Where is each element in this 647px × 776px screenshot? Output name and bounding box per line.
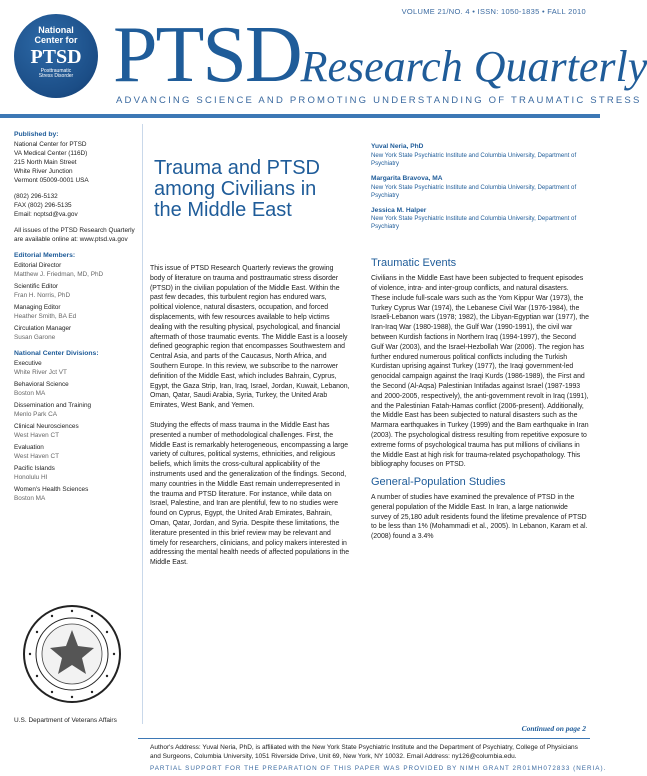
division-location: Menlo Park CA [14,411,57,418]
editorial-role: Scientific Editor [14,283,59,290]
author-affiliation: New York State Psychiatric Institute and Columbia University, Department of Psychiatry [371,183,577,199]
division-name: Clinical Neurosciences [14,423,79,430]
fax: FAX (802) 296-5135 [14,202,72,209]
editorial-role: Circulation Manager [14,325,72,332]
intro-paragraph: This issue of PTSD Research Quarterly reviews the growing body of literature on trauma and posttraumatic stress disorder (PTSD) in the civilian population of the Middle East. Within the past few decades, this turbulent region has endured wars, political violence, natural disasters, occupation, and forced displacements, with few resources available to help victims dealing with the resulting physical, psychological, and financial aftermath of those traumatic events. The Middle East is a loosely defined geographic region that encompasses Southwestern and Central Asia, and parts of the Caucasus, North Africa, and Southern Europe. In this review, we subscribe to the narrower definition of the Middle East, which includes Bahrain, Cyprus, Egypt, the Gaza Strip, Iran, Iraq, Israel, Jordan, Kuwait, Lebanon, Oman, Qatar, Saudi Arabia, Syria, Turkey, the United Arab Emirates, West Bank, and Yemen. [150,265,350,410]
logo-line: Center for [34,35,78,45]
general-population-text: A number of studies have examined the prevalence of PTSD in the general population of the Middle East. In Iran, a large nationwide survey of 25,180 adult residents found the lifetime prevalence of PTSD to be less than 1% (Mohammadi et al., 2005). In Lebanon, Karam et al. (2008) found a 3.4% [371,493,588,541]
sidebar [14,130,144,503]
traumatic-events-heading: Traumatic Events [371,257,457,270]
address-line: Vermont 05009-0001 USA [14,177,89,184]
logo-line: National [38,25,74,35]
division-name: Evaluation [14,444,44,451]
division-location: White River Jct VT [14,369,67,376]
division-name: Executive [14,360,42,367]
division-location: West Haven CT [14,453,59,460]
division-name: Dissemination and Training [14,402,92,409]
author-affiliation: New York State Psychiatric Institute and Columbia University, Department of Psychiatry [371,215,577,231]
editorial-name: Matthew J. Friedman, MD, PhD [14,271,104,278]
article-title: Trauma and PTSD among Civilians in the Middle East [154,157,320,221]
masthead-research-quarterly: Research Quarterly [300,42,647,91]
author-name: Jessica M. Halper [371,206,427,214]
issue-line: VOLUME 21/NO. 4 • ISSN: 1050-1835 • FALL 2010 [401,7,586,16]
phone: (802) 296-5132 [14,193,58,200]
logo-line: Posttraumatic [40,68,72,74]
division-location: Honolulu HI [14,474,48,481]
logo-line: PTSD [30,46,82,68]
division-location: West Haven CT [14,432,59,439]
address-line: National Center for PTSD [14,141,87,148]
author-name: Margarita Bravova, MA [371,174,443,182]
address-line: VA Medical Center (116D) [14,150,88,157]
editorial-role: Managing Editor [14,304,61,311]
division-location: Boston MA [14,390,46,397]
author-affiliation: New York State Psychiatric Institute and Columbia University, Department of Psychiatry [371,151,577,167]
va-seal-icon [22,604,122,704]
continued-link[interactable]: Continued on page 2 [521,724,586,733]
editorial-role: Editorial Director [14,262,62,269]
published-by-heading: Published by: [14,131,59,138]
editorial-heading: Editorial Members: [14,252,76,259]
general-population-heading: General-Population Studies [371,476,506,489]
online-note: All issues of the PTSD Research Quarterly are available online at: www.ptsd.va.gov [14,227,135,243]
author-address-footnote: Author's Address: Yuval Neria, PhD, is affiliated with the New York State Psychiatric Institute and the Department of Psychiatry, College of Physicians and Surgeons, Columbia University, 1051 Riverside Drive, Unit 69, New York, NY 10032. Email Address: ny126@columbia.edu. [150,744,578,760]
grant-support-line: PARTIAL SUPPORT FOR THE PREPARATION OF THIS PAPER WAS PROVIDED BY NIMH GRANT 2R01MH072833 (NERIA). [150,765,607,772]
division-location: Boston MA [14,495,46,502]
divisions-heading: National Center Divisions: [14,350,99,357]
email: Email: ncptsd@va.gov [14,211,78,218]
header-rule [0,114,600,118]
masthead-ptsd: PTSD [113,11,301,99]
footer-rule [138,738,590,739]
traumatic-events-text: Civilians in the Middle East have been subjected to frequent episodes of violence, intra- and inter-group conflicts, and natural disasters. These include full-scale wars such as the Yom Kippur War (1973), the Turkey Cyprus War (1974), the Lebanese Civil War (1976-1984), the Israeli-Lebanon wars (1978; 1982), the Libyan-Egyptian war (1977), the Iran-Iraq War (1980-1988), the Gulf War (1990-1991), the civil war between Kurdish factions in Northern Iraq (1994-1997), the Second Gulf War (2003), and the Israel-Hezbollah War (2006). The region has further endured numerous political conflicts including the Turkish Kurdistan uprising against Turkey (1977), the Iraqi government-led genocidal campaign against the Iraqi Kurds (1986-1989), the First and the Second (Al-Aqsa) Palestinian Intifadas against Israel (1987-1993 and 2000-2005, respectively), the anti-government revolt in Iraq (1991), and the Palestinian Fatah-Hamas conflict (2006-present). Additionally, the Middle East has been subjected to natural disasters such as the Marmara earthquakes in Turkey (1999) and the Bam earthquake in Iran (2003). The psychological distress resulting from repetitive exposure to extreme forms of psychological trauma has put millions of civilians in the Middle East at high risk for trauma-related psychopathology. This bibliography focuses on PTSD. [371,275,589,469]
editorial-name: Susan Garone [14,334,56,341]
editorial-name: Heather Smith, BA Ed [14,313,77,320]
logo-line: Stress Disorder [38,73,74,79]
address-line: 215 North Main Street [14,159,77,166]
editorial-name: Fran H. Norris, PhD [14,292,71,299]
main-column [150,264,350,578]
division-name: Pacific Islands [14,465,55,472]
right-column [371,142,589,542]
va-caption: U.S. Department of Veterans Affairs [14,717,117,724]
division-name: Women's Health Sciences [14,486,89,493]
division-name: Behavioral Science [14,381,69,388]
masthead [113,10,647,101]
tagline: ADVANCING SCIENCE AND PROMOTING UNDERSTANDING OF TRAUMATIC STRESS [116,95,642,106]
address-line: White River Junction [14,168,73,175]
logo-text [14,26,98,79]
author-name: Yuval Neria, PhD [371,143,424,150]
challenges-paragraph: Studying the effects of mass trauma in the Middle East has presented a number of methodological challenges. First, the Middle East is remarkably heterogeneous, encompassing a large variety of cultures, political systems, ethnicities, and religious beliefs, which limits the cross-cultural applicability of the instruments used and the generalization of the findings. Second, many countries in the Middle East remain underrepresented in the trauma and PTSD literature. For instance, while data on Israel, Palestine, and Iran are plentiful, few to no studies were found on Cyprus, Egypt, the United Arab Emirates, Bahrain, Oman, Qatar, Jordan, and Syria. Despite these limitations, the literature presented in this brief review may be relevant and timely for researchers, clinicians, and policy makers interested in addressing the mental health needs of affected populations in the Middle East. [150,421,350,567]
